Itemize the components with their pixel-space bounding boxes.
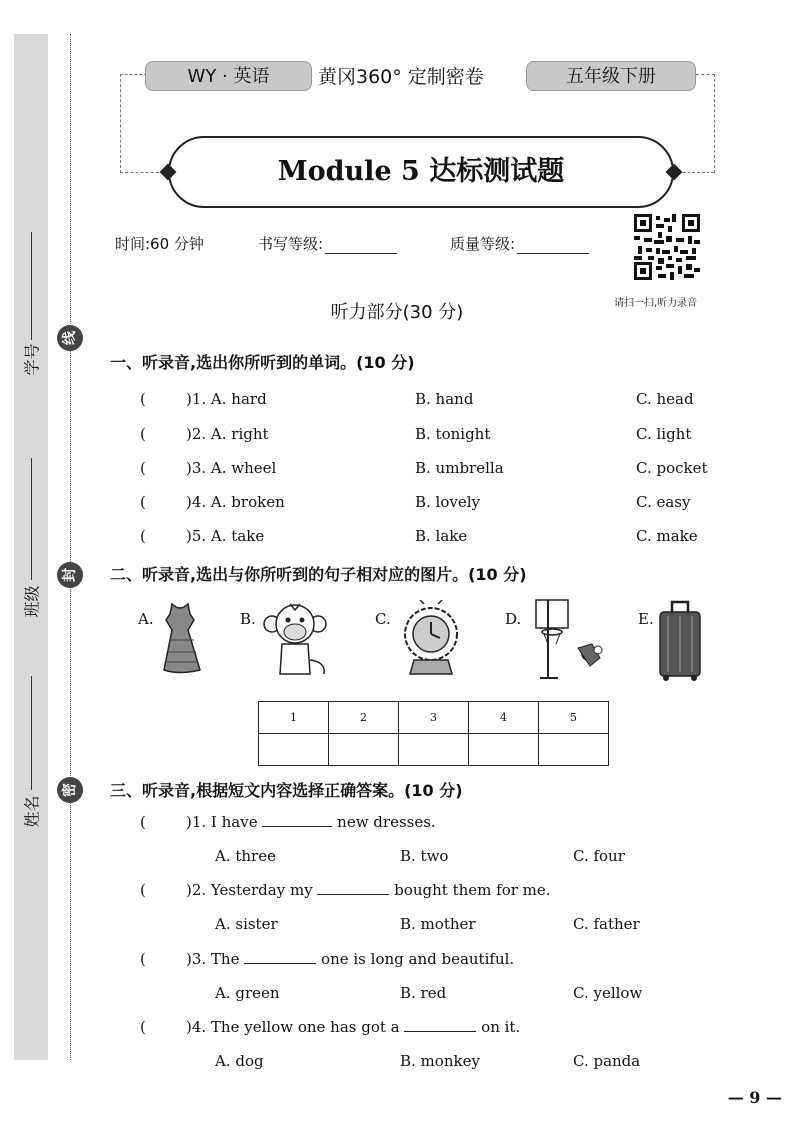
name-label: 姓名: [22, 795, 42, 828]
subject-badge: WY · 英语: [145, 61, 312, 91]
s3-q1-b: B. two: [400, 847, 449, 865]
picture-label-d: D.: [505, 610, 522, 628]
answer-table-header: 3: [399, 702, 469, 734]
s3-q1-c: C. four: [573, 847, 625, 865]
header-dash-right-bottom: [678, 172, 714, 173]
s1-item4-c: C. easy: [636, 493, 691, 511]
answer-table-header: 5: [539, 702, 609, 734]
s1-item4-b: B. lovely: [415, 493, 481, 511]
cut-line: [70, 34, 71, 1060]
section3-heading: 三、听录音,根据短文内容选择正确答案。(10 分): [110, 781, 463, 800]
answer-paren[interactable]: (: [140, 459, 146, 477]
s3-q2-a: A. sister: [215, 915, 278, 933]
answer-paren[interactable]: (: [140, 813, 146, 831]
answer-table-header: 1: [259, 702, 329, 734]
answer-paren[interactable]: (: [140, 950, 146, 968]
picture-label-e: E.: [638, 610, 654, 628]
answer-paren[interactable]: (: [140, 527, 146, 545]
basketball-picture: [530, 596, 612, 682]
s1-item2-c: C. light: [636, 425, 692, 443]
class-label: 班级: [22, 585, 42, 618]
answer-table: [258, 701, 609, 766]
answer-cell[interactable]: [539, 734, 609, 766]
answer-table-header: 2: [329, 702, 399, 734]
monkey-picture: [262, 600, 332, 678]
answer-paren[interactable]: (: [140, 390, 146, 408]
picture-label-a: A.: [138, 610, 154, 628]
answer-paren[interactable]: (: [140, 493, 146, 511]
clock-picture: [394, 600, 468, 680]
s3-q4: )4. The yellow one has got a on it.: [186, 1018, 521, 1036]
name-line: [31, 676, 32, 790]
page-title: Module 5 达标测试题: [168, 136, 674, 208]
listening-heading: 听力部分(30 分): [330, 302, 464, 323]
header-dash-left: [120, 74, 147, 173]
handwriting-grade: 书写等级:: [258, 233, 397, 254]
section2-heading: 二、听录音,选出与你所听到的句子相对应的图片。(10 分): [110, 565, 527, 584]
s1-item5-b: B. lake: [415, 527, 468, 545]
answer-paren[interactable]: (: [140, 881, 146, 899]
header-dash-right: [696, 74, 715, 173]
student-id-label: 学号: [22, 343, 42, 376]
answer-paren[interactable]: (: [140, 425, 146, 443]
quality-grade: 质量等级:: [450, 233, 589, 254]
answer-table-header: 4: [469, 702, 539, 734]
seal-secret: 密: [57, 777, 83, 803]
s3-q2-c: C. father: [573, 915, 640, 933]
s1-item1-b: B. hand: [415, 390, 474, 408]
s3-q2: )2. Yesterday my bought them for me.: [186, 881, 551, 899]
s3-q4-b: B. monkey: [400, 1052, 480, 1070]
s3-q3-c: C. yellow: [573, 984, 643, 1002]
s1-item5-c: C. make: [636, 527, 698, 545]
s3-q2-b: B. mother: [400, 915, 476, 933]
suitcase-picture: [656, 598, 704, 682]
grade-badge: 五年级下册: [526, 61, 696, 91]
answer-cell[interactable]: [469, 734, 539, 766]
s1-item3-b: B. umbrella: [415, 459, 504, 477]
dress-picture: [150, 600, 208, 676]
class-line: [31, 458, 32, 580]
s1-item1-a: )1. A. hard: [186, 390, 267, 408]
s3-q4-a: A. dog: [215, 1052, 264, 1070]
seal-line: 线: [57, 325, 83, 351]
s3-q3: )3. The one is long and beautiful.: [186, 950, 515, 968]
qr-code-icon[interactable]: [634, 214, 700, 280]
s3-q1-a: A. three: [215, 847, 276, 865]
header-dash-left-bottom: [120, 172, 164, 173]
page-number: — 9 —: [727, 1088, 782, 1107]
s3-q1: )1. I have new dresses.: [186, 813, 436, 831]
series-title: 黄冈360° 定制密卷: [318, 66, 484, 88]
seal-seal: 封: [57, 562, 83, 588]
answer-cell[interactable]: [399, 734, 469, 766]
s3-q3-a: A. green: [215, 984, 280, 1002]
picture-label-c: C.: [375, 610, 391, 628]
qr-caption: 请扫一扫,听力录音: [614, 298, 698, 309]
section1-heading: 一、听录音,选出你所听到的单词。(10 分): [110, 353, 415, 372]
answer-cell[interactable]: [259, 734, 329, 766]
s1-item2-a: )2. A. right: [186, 425, 269, 443]
answer-paren[interactable]: (: [140, 1018, 146, 1036]
s1-item3-a: )3. A. wheel: [186, 459, 277, 477]
picture-label-b: B.: [240, 610, 256, 628]
s1-item2-b: B. tonight: [415, 425, 491, 443]
s3-q3-b: B. red: [400, 984, 447, 1002]
s3-q4-c: C. panda: [573, 1052, 641, 1070]
answer-cell[interactable]: [329, 734, 399, 766]
s1-item1-c: C. head: [636, 390, 694, 408]
s1-item4-a: )4. A. broken: [186, 493, 285, 511]
s1-item5-a: )5. A. take: [186, 527, 265, 545]
time-info: 时间:60 分钟: [115, 235, 204, 253]
s1-item3-c: C. pocket: [636, 459, 708, 477]
